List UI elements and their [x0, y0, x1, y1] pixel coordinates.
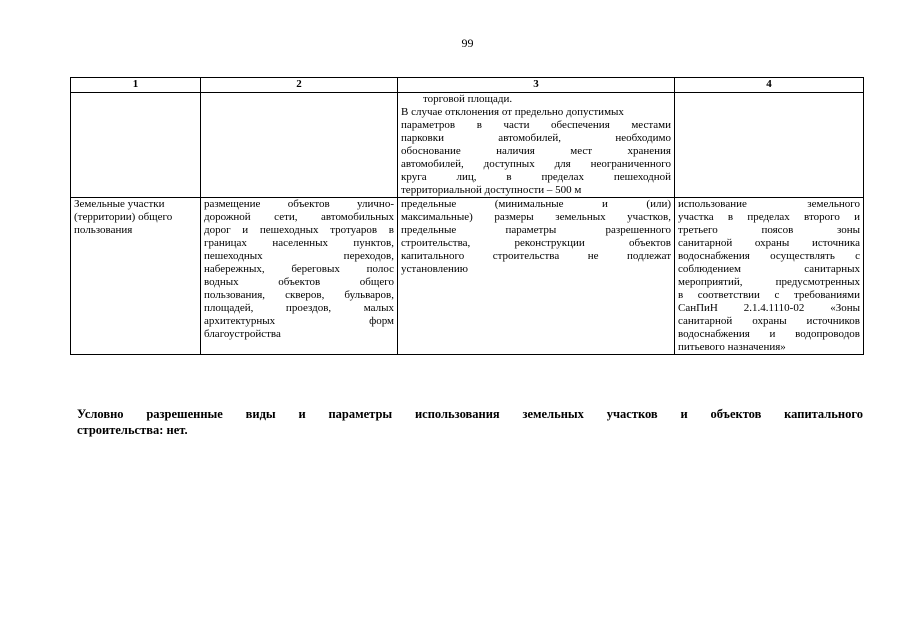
row1-cell-2	[201, 93, 398, 198]
cell-line: санитарной охраны источника	[678, 237, 860, 249]
cell-line: благоустройства	[204, 328, 281, 340]
cell-line: набережных, береговых полос	[204, 263, 394, 275]
row2-cell-1	[71, 198, 201, 355]
cell-line: капитального строительства не подлежат	[401, 250, 671, 262]
cell-line: пользования	[74, 224, 133, 236]
cell-line: Земельные участки	[74, 198, 165, 210]
cell-line: СанПиН 2.1.4.1110-02 «Зоны	[678, 302, 860, 314]
cell-line: площадей, проездов, малых	[204, 302, 394, 314]
table-header-row	[71, 78, 864, 93]
cell-line: параметров в части обеспечения местами	[401, 119, 671, 131]
header-col-1: 1	[71, 78, 201, 93]
cell-line: архитектурных форм	[204, 315, 394, 327]
cell-line: участка в пределах второго и	[678, 211, 860, 223]
row1-cell-3	[398, 93, 675, 198]
cell-line: размещение объектов улично-	[204, 198, 394, 210]
cell-line: строительства, реконструкции объектов	[401, 237, 671, 249]
table-row	[71, 198, 864, 355]
cell-line: пользования, скверов, бульваров,	[204, 289, 394, 301]
cell-line: круга лиц, в пределах пешеходной	[401, 171, 671, 183]
cell-line: в соответствии с требованиями	[678, 289, 860, 301]
cell-line: предельные (минимальные и (или)	[401, 198, 671, 210]
cell-line: дорог и пешеходных тротуаров в	[204, 224, 394, 236]
page-number: 99	[461, 36, 474, 50]
land-use-table	[70, 77, 864, 355]
conditional-uses-note	[77, 406, 863, 438]
cell-line: пешеходных переходов,	[204, 250, 394, 262]
header-col-2: 2	[201, 78, 398, 93]
cell-line: предельные параметры разрешенного	[401, 224, 671, 236]
cell-line: максимальные) размеры земельных участков,	[401, 211, 671, 223]
cell-line: дорожной сети, автомобильных	[204, 211, 394, 223]
note-line-1: Условно разрешенные виды и параметры использования земельных участков и объектов капитального	[77, 407, 863, 421]
header-col-3: 3	[398, 78, 675, 93]
cell-line: В случае отклонения от предельно допустимых	[401, 106, 624, 118]
cell-line: использование земельного	[678, 198, 860, 210]
cell-line: обоснование наличия мест хранения	[401, 145, 671, 157]
row2-cell-3	[398, 198, 675, 355]
row2-cell-4	[675, 198, 864, 355]
cell-line: санитарной охраны источников	[678, 315, 860, 327]
note-line-2: строительства: нет.	[77, 423, 188, 437]
cell-line: территориальной доступности – 500 м	[401, 184, 582, 196]
row2-cell-2	[201, 198, 398, 355]
cell-line: автомобилей, доступных для неограниченного	[401, 158, 671, 170]
cell-line: границах населенных пунктов,	[204, 237, 394, 249]
cell-line: водных объектов общего	[204, 276, 394, 288]
row1-cell-4	[675, 93, 864, 198]
cell-line: парковки автомобилей, необходимо	[401, 132, 671, 144]
row1-cell-1	[71, 93, 201, 198]
cell-line: мероприятий, предусмотренных	[678, 276, 860, 288]
cell-line: соблюдением санитарных	[678, 263, 860, 275]
cell-line: третьего поясов зоны	[678, 224, 860, 236]
cell-line: питьевого назначения»	[678, 341, 786, 353]
cell-line: установлению	[401, 263, 469, 275]
header-col-4: 4	[675, 78, 864, 93]
cell-line: водоснабжения и водопроводов	[678, 328, 860, 340]
cell-line: водоснабжения осуществлять с	[678, 250, 860, 262]
table-row	[71, 93, 864, 198]
cell-line: торговой площади.	[423, 93, 513, 105]
cell-line: (территории) общего	[74, 211, 173, 223]
